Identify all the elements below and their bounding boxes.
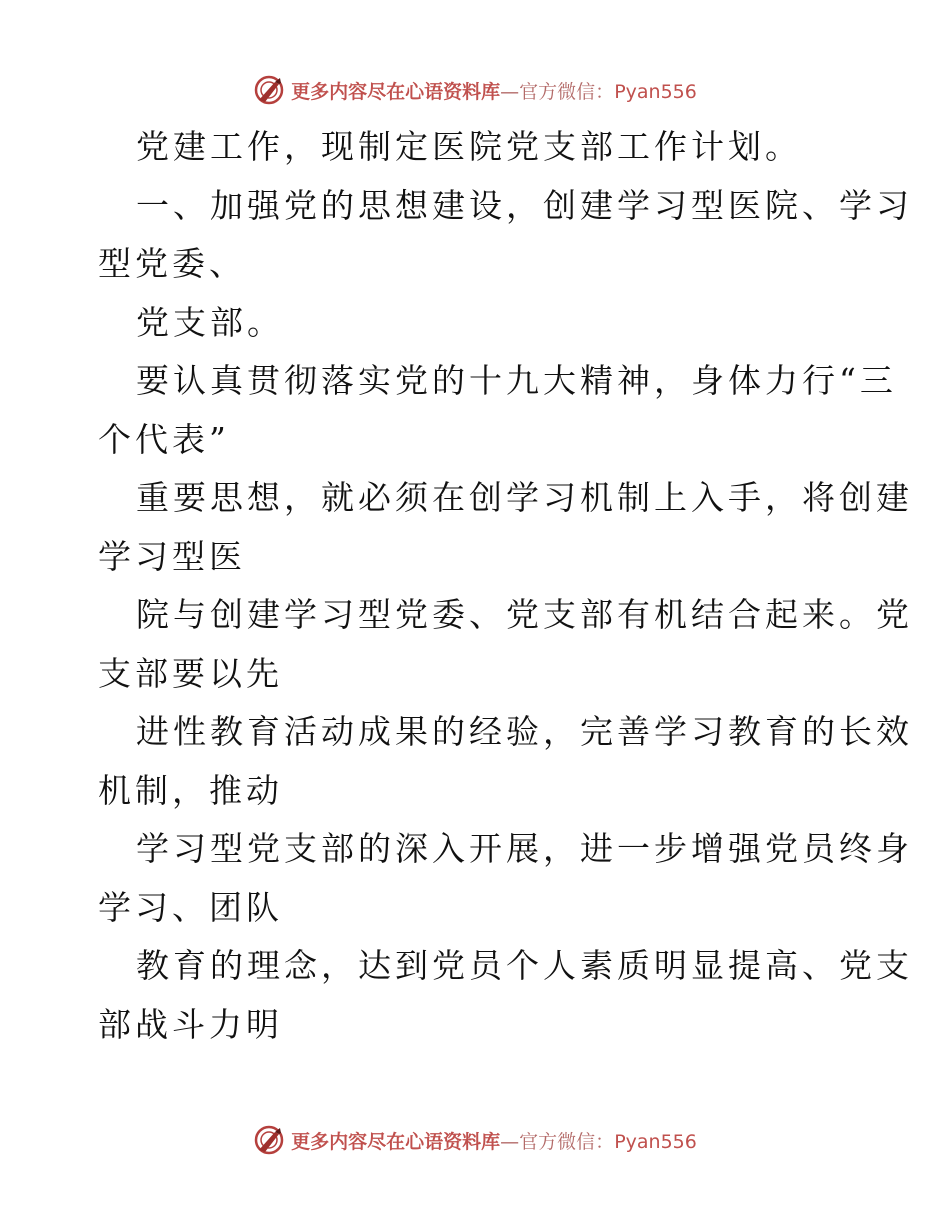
header-banner-text <box>291 77 697 104</box>
paragraph-line: 个代表” <box>98 419 230 459</box>
paragraph-line: 学习、团队 <box>98 887 283 927</box>
paragraph-line: 进性教育活动成果的经验，完善学习教育的长效 <box>136 712 913 751</box>
footer-banner-text <box>291 1127 697 1154</box>
header-wechat-label: 官方微信： <box>519 80 615 103</box>
paragraph-line: 型党委、 <box>98 244 246 283</box>
paragraph-line: 教育的理念，达到党员个人素质明显提高、党支 <box>136 946 913 985</box>
paragraph-line: 党建工作，现制定医院党支部工作计划。 <box>136 127 802 166</box>
paragraph-line: 支部要以先 <box>98 653 283 693</box>
paragraph-line: 学习型党支部的深入开展，进一步增强党员终身 <box>136 829 913 868</box>
footer-wechat-id: Pyan556 <box>614 1130 697 1153</box>
paragraph-line: 机制，推动 <box>98 770 283 810</box>
paragraph-line: 要认真贯彻落实党的十九大精神，身体力行“三 <box>136 361 897 400</box>
footer-wechat-label: 官方微信： <box>519 1130 615 1153</box>
header-banner <box>0 70 950 110</box>
pen-logo-icon <box>253 1124 285 1156</box>
paragraph-line: 重要思想，就必须在创学习机制上入手，将创建 <box>136 478 913 517</box>
paragraph-line: 院与创建学习型党委、党支部有机结合起来。党 <box>136 595 913 634</box>
footer-brand: 更多内容尽在心语资料库 <box>291 1130 501 1153</box>
body-text <box>98 118 913 1054</box>
paragraph-line: 学习型医 <box>98 536 246 576</box>
paragraph-line: 一、加强党的思想建设，创建学习型医院、学习 <box>136 185 913 225</box>
header-brand: 更多内容尽在心语资料库 <box>291 80 501 103</box>
pen-logo-icon <box>253 74 285 106</box>
paragraph-line: 部战斗力明 <box>98 1004 283 1044</box>
paragraph-line: 党支部。 <box>136 302 284 342</box>
footer-dash: — <box>500 1130 520 1153</box>
header-wechat-id: Pyan556 <box>614 80 697 103</box>
footer-banner <box>0 1120 950 1160</box>
header-dash: — <box>500 80 520 103</box>
